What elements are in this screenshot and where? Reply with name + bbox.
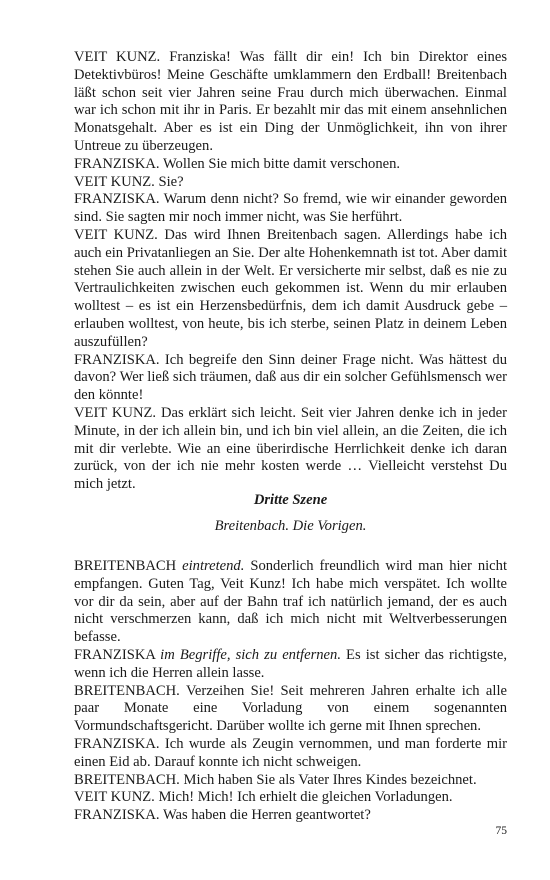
- speaker-name: VEIT KUNZ.: [74, 789, 155, 806]
- speech-text: Warum denn nicht? So fremd, wie wir einander geworden sind. Sie sagten mir noch immer nicht, was Sie herführt.: [74, 191, 507, 226]
- speech-paragraph: [74, 156, 507, 174]
- speaker-name: BREITENBACH.: [74, 682, 180, 699]
- scene-subtitle: Breitenbach. Die Vorigen.: [214, 518, 367, 534]
- speech-paragraph: [74, 352, 507, 405]
- page-number: 75: [495, 825, 507, 837]
- speech-text: Sonderlich freundlich wird man hier nicht empfangen. Guten Tag, Veit Kunz! Ich habe mich verspätet. Ich wollte vor dir da sein, aber auf der Bahn traf ich natürlich jemand, der es auch nicht verschmerzen kann, daß ich mich nicht mit Weltverbesserungen befasse.: [74, 558, 508, 646]
- speech-paragraph: [74, 49, 507, 156]
- speech-text: Es ist sicher das richtigste, wenn ich die Herren allein lasse.: [74, 646, 507, 681]
- speech-paragraph: [74, 647, 507, 683]
- speech-paragraph: [74, 772, 507, 790]
- speaker-name: BREITENBACH: [74, 558, 177, 574]
- speech-paragraph: [74, 405, 507, 494]
- speech-paragraph: [74, 227, 507, 352]
- speech-text: Franziska! Was fällt dir ein! Ich bin Direktor eines Detektivbüros! Meine Geschäfte umklammern den Erdball! Breitenbach läßt schon seit vier Jahren seine Frau durch mich überwachen. Einmal war ich schon mit ihr in Paris. Er bezahlt mir das mit einem ansehnlichen Monatsgehalt. Aber es ist ein Ding der Unmöglichkeit, ihn von ihrer Untreue zu überzeugen.: [74, 49, 508, 154]
- speaker-name: FRANZISKA.: [74, 807, 160, 824]
- speaker-name: VEIT KUNZ.: [74, 404, 157, 421]
- speaker-name: FRANZISKA: [74, 646, 156, 663]
- speaker-name: VEIT KUNZ.: [74, 49, 161, 65]
- speaker-name: BREITENBACH.: [74, 771, 180, 788]
- speech-text: Was haben die Herren geantwortet?: [162, 807, 371, 824]
- speaker-name: FRANZISKA.: [74, 155, 160, 172]
- speaker-name: FRANZISKA.: [74, 735, 160, 752]
- speaker-name: FRANZISKA.: [74, 191, 160, 208]
- stage-direction: im Begriffe, sich zu entfernen.: [160, 646, 341, 663]
- speaker-name: VEIT KUNZ.: [74, 226, 158, 243]
- scene-title: Dritte Szene: [253, 492, 328, 508]
- speech-paragraph: [74, 191, 507, 227]
- speech-paragraph: [74, 174, 507, 192]
- stage-direction: eintretend.: [182, 558, 245, 574]
- speech-text: Wollen Sie mich bitte damit verschonen.: [162, 155, 401, 172]
- speech-paragraph: [74, 736, 507, 772]
- speech-text: Mich! Mich! Ich erhielt die gleichen Vorladungen.: [158, 789, 453, 806]
- speech-paragraph: [74, 558, 507, 647]
- dialogue-block-top: [74, 49, 507, 494]
- speech-text: Das wird Ihnen Breitenbach sagen. Allerdings habe ich auch ein Privatanliegen an Sie. Der alte Hohenkemnath ist tot. Aber damit stehen Sie auch allein in der Welt. Er versicherte mir selbst, daß es nie zu Vertraulichkeiten zwischen euch gekommen ist. Wenn du mir erlauben wolltest – es ist ein Herzensbedürfnis, dem ich damit Ausdruck gebe – erlauben wolltest, von heute, bis ich sterbe, seinen Platz in deinem Leben auszufüllen?: [74, 226, 507, 350]
- speech-text: Das erklärt sich leicht. Seit vier Jahren denke ich in jeder Minute, in der ich allein bin, und ich bin viel allein, an die Zeiten, die ich mit dir verlebte. Wie an eine überirdische Herrlichkeit denke ich daran zurück, von der ich nie mehr kosten werde … Vielleicht verstehst Du mich jetzt.: [74, 404, 507, 493]
- speech-text: Verzeihen Sie! Seit mehreren Jahren erhalte ich alle paar Monate eine Vorladung von einem sogenannten Vormundschaftsgericht. Darüber wollte ich gerne mit Ihnen sprechen.: [74, 682, 507, 735]
- dialogue-block-bottom: [74, 558, 507, 825]
- speech-paragraph: [74, 683, 507, 736]
- speech-paragraph: [74, 789, 507, 807]
- speaker-name: FRANZISKA.: [74, 351, 160, 368]
- speaker-name: VEIT KUNZ.: [74, 173, 155, 190]
- speech-text: Ich wurde als Zeugin vernommen, und man forderte mir einen Eid ab. Darauf konnte ich nicht schweigen.: [74, 735, 507, 770]
- speech-text: Mich haben Sie als Vater Ihres Kindes bezeichnet.: [183, 771, 477, 788]
- speech-text: Sie?: [158, 173, 184, 190]
- speech-text: Ich begreife den Sinn deiner Frage nicht. Was hättest du davon? Wer ließ sich träumen, daß aus dir ein solcher Gefühlsmensch wer den könnte!: [74, 351, 508, 404]
- speech-paragraph: [74, 807, 507, 825]
